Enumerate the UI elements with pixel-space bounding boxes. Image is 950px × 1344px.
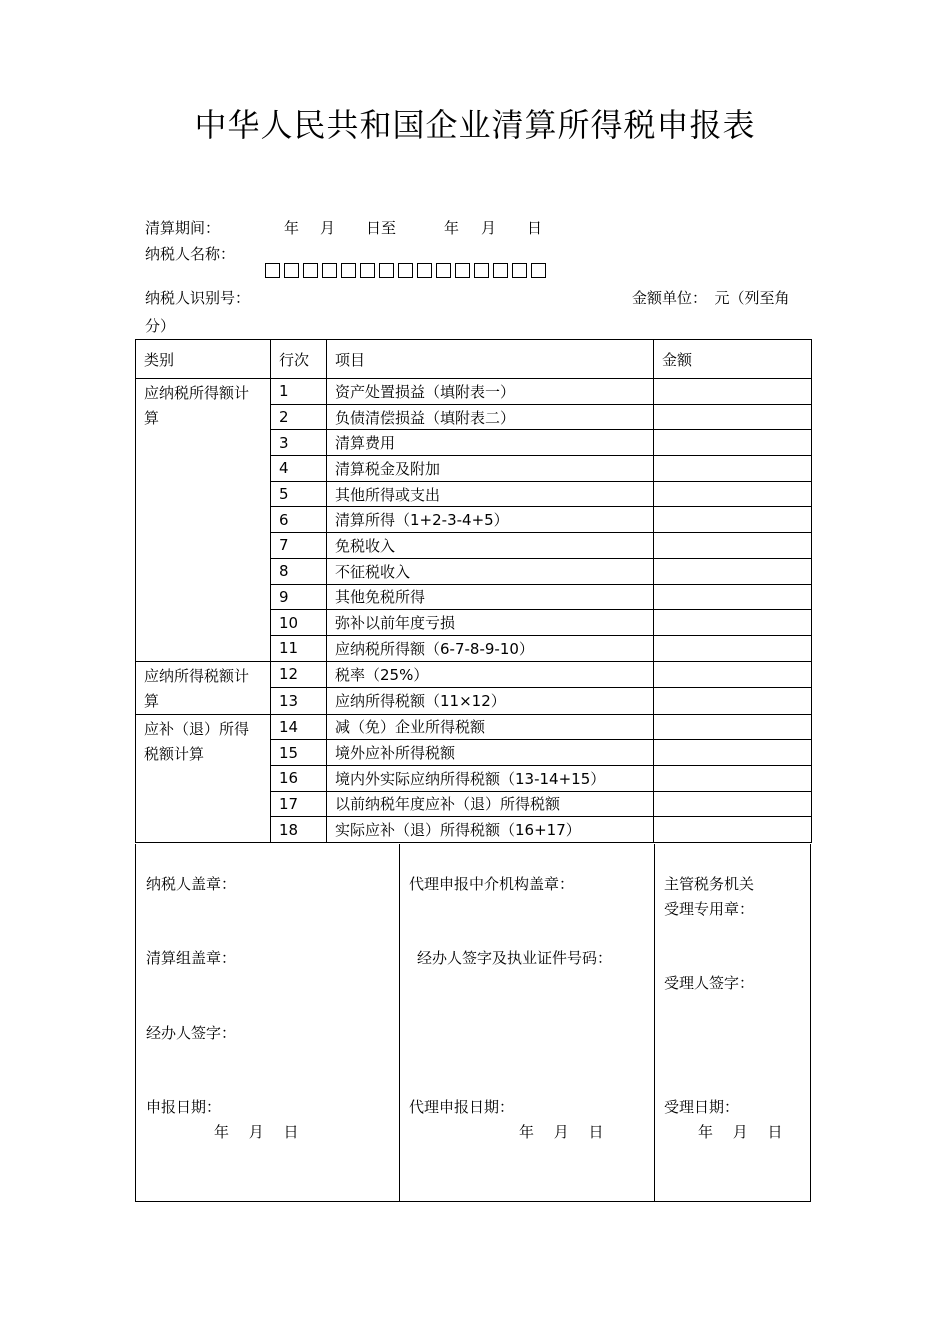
tax-authority-seal-label: 受理专用章： [664, 900, 755, 918]
amount-cell[interactable] [654, 661, 812, 688]
table-header-row [136, 340, 812, 379]
taxpayer-id-boxes[interactable] [265, 263, 550, 278]
item-cell: 清算所得（1+2-3-4+5） [327, 507, 654, 533]
amount-cell[interactable] [654, 740, 812, 766]
item-cell: 免税收入 [327, 533, 654, 559]
amount-cell[interactable] [654, 688, 812, 715]
page-title: 中华人民共和国企业清算所得税申报表 [194, 106, 756, 144]
taxpayer-id-digit-box[interactable] [493, 263, 508, 278]
signature-divider [399, 844, 400, 1201]
item-cell: 境内外实际应纳所得税额（13-14+15） [327, 765, 654, 791]
amount-cell[interactable] [654, 533, 812, 559]
taxpayer-id-digit-box[interactable] [341, 263, 356, 278]
acceptance-date-label: 受理日期： [664, 1098, 740, 1116]
signature-section [135, 844, 811, 1202]
amount-cell[interactable] [654, 817, 812, 843]
item-cell: 以前纳税年度应补（退）所得税额 [327, 791, 654, 817]
taxpayer-name-label: 纳税人名称： [145, 245, 236, 263]
amount-unit-label: 金额单位： 元（列至角 [632, 289, 790, 307]
item-cell: 清算费用 [327, 430, 654, 456]
agency-seal-label: 代理申报中介机构盖章： [409, 875, 575, 893]
taxpayer-id-digit-box[interactable] [474, 263, 489, 278]
line-number-cell: 7 [271, 533, 327, 559]
line-number-cell: 10 [271, 610, 327, 636]
period-month-start: 月 [320, 219, 336, 237]
line-number-cell: 11 [271, 635, 327, 661]
item-cell: 清算税金及附加 [327, 456, 654, 482]
line-number-cell: 17 [271, 791, 327, 817]
amount-cell[interactable] [654, 379, 812, 405]
item-cell: 弥补以前年度亏损 [327, 610, 654, 636]
amount-cell[interactable] [654, 635, 812, 661]
taxpayer-id-digit-box[interactable] [379, 263, 394, 278]
line-number-cell: 15 [271, 740, 327, 766]
taxpayer-id-digit-box[interactable] [265, 263, 280, 278]
taxpayer-id-digit-box[interactable] [303, 263, 318, 278]
taxpayer-seal-label: 纳税人盖章： [146, 875, 237, 893]
amount-cell[interactable] [654, 791, 812, 817]
table-row [136, 714, 812, 740]
taxpayer-id-digit-box[interactable] [398, 263, 413, 278]
header-amount: 金额 [654, 340, 812, 379]
acceptance-date: 年 月 日 [698, 1123, 783, 1141]
period-year-start: 年 [284, 219, 300, 237]
taxpayer-id-digit-box[interactable] [512, 263, 527, 278]
taxpayer-id-digit-box[interactable] [322, 263, 337, 278]
line-number-cell: 18 [271, 817, 327, 843]
line-number-cell: 12 [271, 661, 327, 688]
amount-cell[interactable] [654, 610, 812, 636]
taxpayer-id-digit-box[interactable] [436, 263, 451, 278]
header-item: 项目 [327, 340, 654, 379]
item-cell: 应纳所得税额（11×12） [327, 688, 654, 715]
table-row [136, 379, 812, 405]
taxpayer-id-digit-box[interactable] [284, 263, 299, 278]
item-cell: 其他免税所得 [327, 584, 654, 610]
item-cell: 税率（25%） [327, 661, 654, 688]
category-cell: 应补（退）所得税额计算 [136, 714, 271, 842]
line-number-cell: 3 [271, 430, 327, 456]
line-number-cell: 4 [271, 456, 327, 482]
taxpayer-id-label: 纳税人识别号： [145, 289, 251, 307]
item-cell: 境外应补所得税额 [327, 740, 654, 766]
period-year-end: 年 [444, 219, 460, 237]
handler-signature-label: 经办人签字： [146, 1024, 237, 1042]
taxpayer-id-digit-box[interactable] [531, 263, 546, 278]
item-cell: 减（免）企业所得税额 [327, 714, 654, 740]
amount-unit-label-cont: 分） [145, 317, 176, 335]
tax-authority-label: 主管税务机关 [664, 875, 755, 893]
amount-cell[interactable] [654, 481, 812, 507]
header-category: 类别 [136, 340, 271, 379]
period-label: 清算期间： [145, 219, 221, 237]
category-cell: 应纳所得税额计算 [136, 661, 271, 714]
taxpayer-id-digit-box[interactable] [455, 263, 470, 278]
taxpayer-id-digit-box[interactable] [360, 263, 375, 278]
amount-cell[interactable] [654, 714, 812, 740]
taxpayer-id-digit-box[interactable] [417, 263, 432, 278]
line-number-cell: 16 [271, 765, 327, 791]
amount-cell[interactable] [654, 765, 812, 791]
declaration-date-label: 申报日期： [146, 1098, 222, 1116]
line-number-cell: 2 [271, 404, 327, 430]
amount-cell[interactable] [654, 456, 812, 482]
line-number-cell: 1 [271, 379, 327, 405]
line-number-cell: 5 [271, 481, 327, 507]
item-cell: 其他所得或支出 [327, 481, 654, 507]
item-cell: 资产处置损益（填附表一） [327, 379, 654, 405]
item-cell: 不征税收入 [327, 558, 654, 584]
agency-date: 年 月 日 [519, 1123, 604, 1141]
amount-cell[interactable] [654, 404, 812, 430]
declaration-date: 年 月 日 [214, 1123, 299, 1141]
signature-divider [654, 844, 655, 1201]
item-cell: 实际应补（退）所得税额（16+17） [327, 817, 654, 843]
declaration-table [135, 339, 812, 843]
item-cell: 应纳税所得额（6-7-8-9-10） [327, 635, 654, 661]
category-cell: 应纳税所得额计算 [136, 379, 271, 662]
receiver-signature-label: 受理人签字： [664, 974, 755, 992]
liquidation-group-seal-label: 清算组盖章： [146, 949, 237, 967]
agent-signature-label: 经办人签字及执业证件号码： [417, 949, 613, 967]
line-number-cell: 13 [271, 688, 327, 715]
period-day-start: 日至 [366, 219, 397, 237]
amount-cell[interactable] [654, 507, 812, 533]
line-number-cell: 6 [271, 507, 327, 533]
amount-cell[interactable] [654, 558, 812, 584]
header-line-no: 行次 [271, 340, 327, 379]
line-number-cell: 8 [271, 558, 327, 584]
amount-cell[interactable] [654, 584, 812, 610]
line-number-cell: 14 [271, 714, 327, 740]
period-day-end: 日 [527, 219, 543, 237]
period-month-end: 月 [481, 219, 497, 237]
table-row [136, 661, 812, 688]
amount-cell[interactable] [654, 430, 812, 456]
item-cell: 负债清偿损益（填附表二） [327, 404, 654, 430]
line-number-cell: 9 [271, 584, 327, 610]
agency-date-label: 代理申报日期： [409, 1098, 515, 1116]
